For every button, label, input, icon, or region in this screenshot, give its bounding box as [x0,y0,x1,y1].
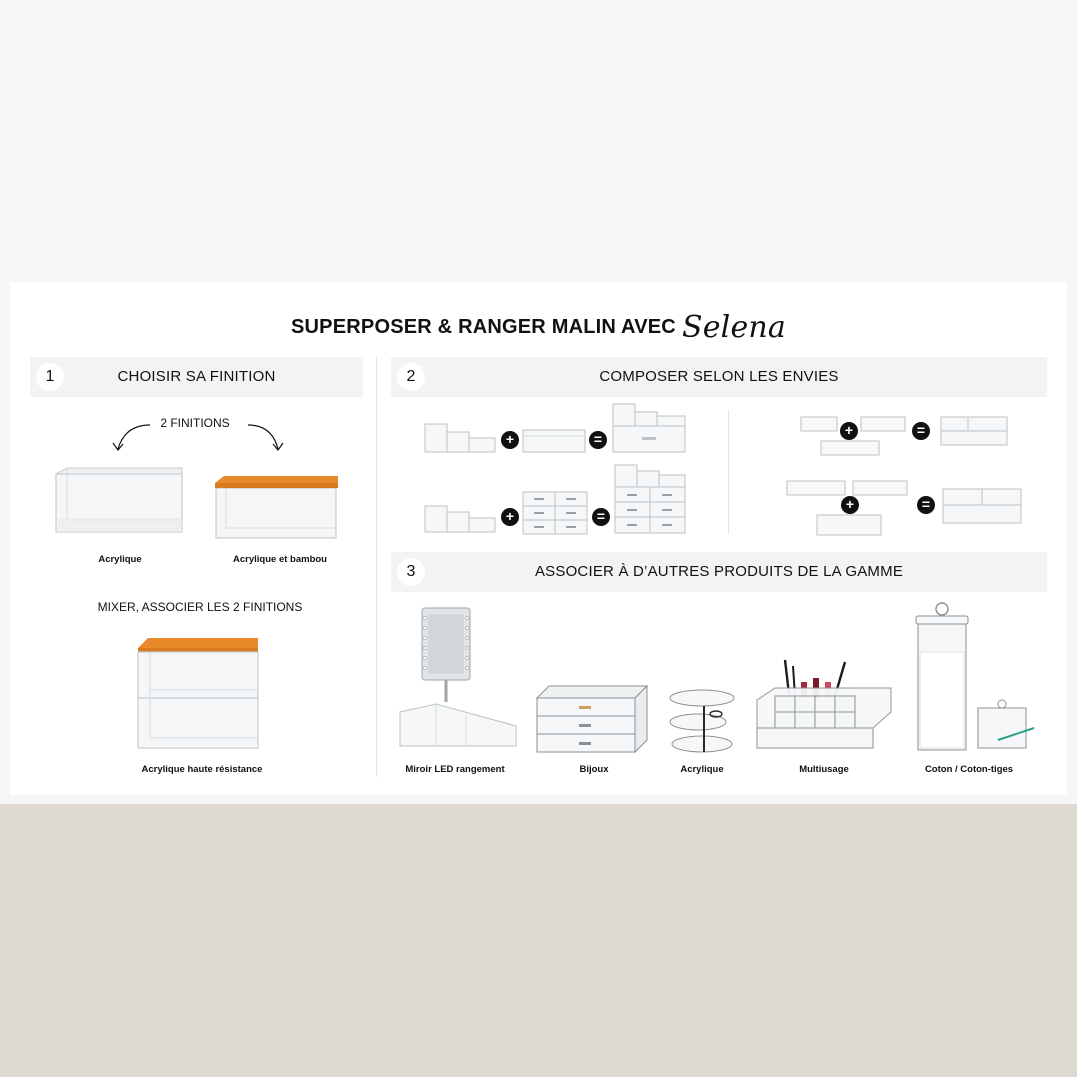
background-bottom-band [0,804,1077,1077]
plus-icon: + [841,496,859,514]
equals-icon: = [912,422,930,440]
mix-caption: MIXER, ASSOCIER LES 2 FINITIONS [97,600,303,614]
tray-icon [816,514,882,536]
drawer-unit-icon [522,491,588,535]
plus-icon: + [501,431,519,449]
plus-icon: + [501,508,519,526]
section-3-title: ASSOCIER À D’AUTRES PRODUITS DE LA GAMME [534,563,904,580]
product-label-jewelry: Bijoux [579,764,609,775]
product-label-cotton: Coton / Coton-tiges [924,764,1014,775]
small-tray-icon [860,416,906,432]
cotton-jar-icon [910,600,1040,756]
equals-icon: = [917,496,935,514]
small-tray-icon [800,416,838,432]
section-2-number: 2 [397,363,425,391]
stacked-mixed-box-icon [134,638,260,750]
finition-label-bamboo: Acrylique et bambou [233,554,327,565]
small-tray-icon [786,480,846,496]
tray-set-result-icon [940,416,1008,446]
product-label-acrylic: Acrylique [680,764,724,775]
acrylic-box-icon [55,468,185,534]
page-title [10,310,1067,345]
section-1-header [30,357,363,397]
multi-organizer-icon [755,656,895,752]
product-label-multiusage: Multiusage [799,764,849,775]
column-divider [376,357,377,777]
finitions-caption: 2 FINITIONS [160,416,230,430]
curved-arrows [110,417,290,457]
section-1-number: 1 [36,363,64,391]
small-tray-icon [852,480,908,496]
tray-icon [522,428,586,454]
stepped-organizer-icon [424,502,496,534]
section-3-number: 3 [397,558,425,586]
stacked-result-icon [612,403,686,453]
stepped-organizer-icon [424,422,496,454]
product-label-led-mirror: Miroir LED rangement [405,764,505,775]
section-2-divider [728,410,729,534]
acrylic-ring-holder-icon [664,686,740,754]
bamboo-lid-box-icon [214,474,339,540]
layered-tray-result-icon [942,488,1022,524]
section-2-header [391,357,1047,397]
small-tray-icon [820,440,880,456]
led-mirror-organizer-icon [396,606,521,748]
plus-icon: + [840,422,858,440]
infographic-card [10,282,1067,795]
section-1-title: CHOISIR SA FINITION [117,368,276,385]
title-text: SUPERPOSER & RANGER MALIN AVEC [291,316,676,338]
finition-label-acrylic: Acrylique [98,554,142,565]
equals-icon: = [592,508,610,526]
equals-icon: = [589,431,607,449]
section-2-title: COMPOSER SELON LES ENVIES [599,368,839,385]
tall-stack-result-icon [614,464,686,534]
mix-label: Acrylique haute résistance [141,764,263,775]
selena-logo: Selena [681,310,786,345]
jewelry-drawers-icon [535,684,650,754]
section-3-header [391,552,1047,592]
